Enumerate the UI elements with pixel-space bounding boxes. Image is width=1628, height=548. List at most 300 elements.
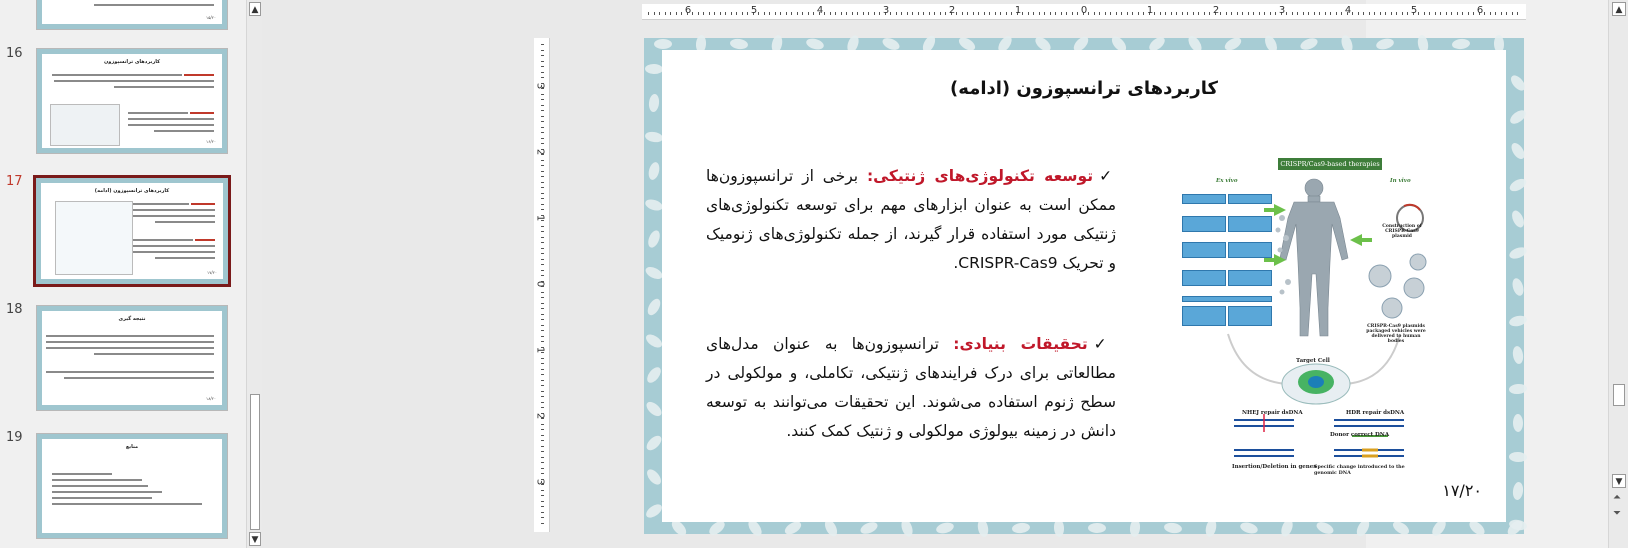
ruler-tick: [1424, 12, 1425, 15]
ruler-tick: [541, 61, 544, 62]
ruler-tick: [541, 138, 544, 139]
ruler-tick: [780, 12, 781, 15]
ruler-tick: [541, 275, 544, 276]
next-slide-icon[interactable]: ⏷: [1613, 508, 1621, 519]
leaf-pattern-icon: [1163, 522, 1182, 535]
ruler-tick: [541, 369, 544, 370]
ruler-tick: [541, 308, 544, 309]
ruler-tick: [1462, 12, 1463, 15]
ruler-tick: [808, 12, 809, 15]
ruler-tick: [541, 209, 544, 210]
ruler-tick: [541, 512, 544, 513]
ex-vivo-label: Ex vivo: [1216, 178, 1238, 184]
ruler-tick: [857, 12, 858, 15]
leaf-pattern-icon: [1452, 38, 1471, 50]
leaf-pattern-icon: [1239, 521, 1259, 536]
ruler-tick: [1385, 12, 1386, 15]
ruler-tick: [1336, 12, 1337, 15]
leaf-pattern-icon: [1508, 245, 1528, 261]
slide-canvas[interactable]: [644, 38, 1524, 534]
ruler-tick: [1061, 12, 1062, 15]
ruler-tick: [665, 12, 666, 15]
ruler-tick: [967, 12, 968, 15]
ruler-tick: [541, 127, 544, 128]
ruler-tick: [1380, 12, 1381, 15]
ruler-tick: [541, 132, 544, 133]
ruler-label: 1: [1014, 5, 1022, 16]
ruler-tick: [1341, 12, 1342, 15]
ruler-tick: [731, 12, 732, 15]
bullet-basic-research[interactable]: [706, 330, 1116, 446]
slide-thumbnail-16[interactable]: کاربردهای ترانسپوزون ۱۶/۲۰: [36, 48, 228, 154]
ruler-tick: [541, 110, 544, 111]
ruler-tick: [1044, 12, 1045, 15]
ruler-tick: [541, 506, 544, 507]
ruler-tick: [725, 12, 726, 15]
ruler-tick: [541, 44, 544, 45]
ruler-tick: [541, 116, 544, 117]
ruler-tick: [1319, 12, 1320, 15]
thumbnail-figure: [50, 104, 120, 146]
ruler-tick: [541, 253, 544, 254]
ruler-tick: [1451, 12, 1452, 15]
ruler-tick: [1160, 12, 1161, 15]
ruler-tick: [1275, 12, 1276, 15]
leaf-pattern-icon: [1511, 277, 1526, 297]
ruler-tick: [541, 407, 544, 408]
bullet-heading: تحقیقات بنیادی:: [953, 335, 1088, 353]
ruler-label: 4: [816, 5, 824, 16]
ruler-tick: [824, 12, 825, 15]
leaf-pattern-icon: [645, 365, 664, 385]
ruler-tick: [956, 12, 957, 15]
ruler-label: 2: [1212, 5, 1220, 16]
scroll-down-arrow-icon[interactable]: ▼: [249, 532, 261, 546]
leaf-pattern-icon: [1513, 414, 1523, 432]
leaf-pattern-icon: [1011, 522, 1030, 534]
leaf-pattern-icon: [646, 229, 662, 249]
ruler-tick: [1116, 12, 1117, 15]
ruler-tick: [1248, 12, 1249, 15]
ruler-tick: [1231, 12, 1232, 15]
ruler-tick: [868, 12, 869, 15]
donor-label: Donor correct DNA: [1330, 432, 1390, 438]
leaf-pattern-icon: [935, 521, 955, 535]
hdr-label: HDR repair dsDNA: [1346, 410, 1405, 416]
ruler-tick: [1121, 12, 1122, 15]
ruler-tick: [541, 171, 544, 172]
ruler-tick: [541, 435, 544, 436]
ruler-tick: [541, 462, 544, 463]
vertical-ruler[interactable]: [534, 38, 550, 532]
ruler-tick: [1000, 12, 1001, 15]
scrollbar-thumb[interactable]: [1613, 384, 1625, 406]
ruler-tick: [541, 319, 544, 320]
ruler-tick: [541, 468, 544, 469]
ruler-tick: [541, 303, 544, 304]
ruler-tick: [541, 429, 544, 430]
ruler-tick: [1022, 12, 1023, 15]
ruler-tick: [541, 248, 544, 249]
ruler-tick: [1429, 12, 1430, 15]
ruler-tick: [1490, 12, 1491, 15]
ruler-tick: [541, 259, 544, 260]
thumbnail-figure: [55, 201, 133, 275]
ruler-tick: [1512, 12, 1513, 15]
slide-thumbnail-18[interactable]: نتیجه گیری ۱۸/۲۰: [36, 305, 228, 411]
ruler-tick: [1006, 12, 1007, 15]
leaf-pattern-icon: [645, 64, 663, 75]
ruler-tick: [541, 314, 544, 315]
ruler-tick: [758, 12, 759, 15]
ruler-tick: [1050, 12, 1051, 15]
slide-number: ۱۷/۲۰: [1442, 481, 1482, 500]
scroll-down-arrow-icon[interactable]: ▼: [1612, 474, 1626, 488]
ruler-tick: [541, 517, 544, 518]
leaf-pattern-icon: [1375, 37, 1395, 51]
ruler-tick: [541, 473, 544, 474]
slide-content-area: [662, 50, 1506, 522]
ruler-tick: [541, 105, 544, 106]
ruler-tick: [995, 12, 996, 15]
ruler-tick: [945, 12, 946, 15]
bullet-genetic-technologies[interactable]: [706, 162, 1116, 278]
ruler-label: 3: [534, 82, 546, 90]
scrollbar-thumb[interactable]: [250, 394, 260, 530]
ruler-tick: [797, 12, 798, 15]
scroll-up-arrow-icon[interactable]: ▲: [249, 2, 261, 16]
ruler-tick: [1110, 12, 1111, 15]
ruler-tick: [1374, 12, 1375, 15]
slide-thumbnail-17[interactable]: کاربردهای ترانسپوزون (ادامه) ۱۷/۲۰: [33, 175, 231, 287]
ruler-tick: [1209, 12, 1210, 15]
ruler-tick: [541, 72, 544, 73]
ruler-tick: [1242, 12, 1243, 15]
leaf-pattern-icon: [729, 38, 748, 50]
target-cell-label: Target Cell: [1296, 358, 1330, 364]
ruler-tick: [934, 12, 935, 15]
ruler-tick: [676, 12, 677, 15]
ruler-tick: [1066, 12, 1067, 15]
ruler-tick: [541, 237, 544, 238]
ruler-tick: [654, 12, 655, 15]
ruler-tick: [764, 12, 765, 15]
ruler-tick: [1187, 12, 1188, 15]
dna-strand-icon: [1234, 420, 1404, 456]
ruler-tick: [541, 176, 544, 177]
ruler-tick: [714, 12, 715, 15]
ruler-tick: [541, 204, 544, 205]
ruler-label: 1: [534, 214, 546, 222]
ruler-tick: [1198, 12, 1199, 15]
ruler-label: 6: [1476, 5, 1484, 16]
ruler-tick: [541, 77, 544, 78]
ruler-tick: [681, 12, 682, 15]
ruler-tick: [907, 12, 908, 15]
slide-thumbnail-19[interactable]: [36, 433, 228, 539]
ruler-tick: [541, 523, 544, 524]
leaf-pattern-icon: [1512, 345, 1525, 364]
leaf-pattern-icon: [859, 520, 879, 536]
leaf-pattern-icon: [1508, 108, 1528, 127]
ruler-tick: [1088, 12, 1089, 15]
ruler-tick: [1391, 12, 1392, 15]
ruler-tick: [879, 12, 880, 15]
ruler-tick: [1099, 12, 1100, 15]
ruler-tick: [1286, 12, 1287, 15]
leaf-pattern-icon: [645, 297, 663, 318]
vesicle-icon: [1369, 254, 1426, 318]
ruler-tick: [841, 12, 842, 15]
checkmark-icon: ✓: [1093, 335, 1116, 353]
leaf-pattern-icon: [1509, 452, 1527, 463]
leaf-pattern-icon: [1088, 523, 1106, 533]
ruler-tick: [1259, 12, 1260, 15]
leaf-pattern-icon: [1508, 176, 1529, 193]
ruler-tick: [541, 242, 544, 243]
ruler-tick: [541, 94, 544, 95]
ruler-label: 6: [684, 5, 692, 16]
ruler-tick: [541, 292, 544, 293]
vesicles-label: CRISPR-Cas9 plasmids packaged vehicles were delivered to human bodies: [1366, 324, 1426, 344]
previous-slide-icon[interactable]: ⏶: [1613, 492, 1621, 503]
ruler-tick: [541, 490, 544, 491]
ruler-tick: [1303, 12, 1304, 15]
ruler-tick: [835, 12, 836, 15]
ruler-tick: [1308, 12, 1309, 15]
ruler-tick: [541, 391, 544, 392]
leaf-pattern-icon: [654, 39, 672, 49]
ruler-label: 2: [534, 412, 546, 420]
ruler-tick: [541, 182, 544, 183]
ruler-tick: [1495, 12, 1496, 15]
ruler-tick: [786, 12, 787, 15]
ruler-tick: [541, 440, 544, 441]
ruler-tick: [541, 341, 544, 342]
ruler-tick: [940, 12, 941, 15]
ruler-tick: [541, 358, 544, 359]
main-scrollbar[interactable]: [1608, 0, 1628, 548]
ruler-tick: [659, 12, 660, 15]
thumbnail-scrollbar[interactable]: [246, 0, 262, 548]
ruler-tick: [541, 424, 544, 425]
ruler-tick: [1132, 12, 1133, 15]
ruler-tick: [541, 165, 544, 166]
slide-thumbnail-15[interactable]: ۱۵/۲۰: [36, 0, 228, 30]
ruler-tick: [541, 187, 544, 188]
ruler-tick: [1457, 12, 1458, 15]
ruler-tick: [541, 385, 544, 386]
thumbnail-title: کاربردهای ترانسپوزون: [104, 59, 160, 65]
leaf-pattern-icon: [1508, 73, 1527, 93]
ruler-tick: [1330, 12, 1331, 15]
ruler-tick: [1165, 12, 1166, 15]
ruler-label: 2: [534, 148, 546, 156]
ruler-tick: [1369, 12, 1370, 15]
crispr-therapy-figure[interactable]: [1182, 158, 1426, 476]
ruler-tick: [973, 12, 974, 15]
ruler-tick: [962, 12, 963, 15]
ruler-tick: [541, 446, 544, 447]
plasmid-construction-label: Construction of CRISPR-Cas9 plasmid: [1382, 224, 1422, 239]
leaf-pattern-icon: [1509, 383, 1528, 395]
ruler-label: 0: [1080, 5, 1088, 16]
slide-editing-area[interactable]: [262, 0, 1623, 548]
ruler-tick: [802, 12, 803, 15]
ruler-tick: [901, 12, 902, 15]
ruler-tick: [1204, 12, 1205, 15]
ruler-label: 2: [948, 5, 956, 16]
thumbnail-title: کاربردهای ترانسپوزون (ادامه): [94, 188, 170, 194]
figure-illustration: [1182, 158, 1422, 476]
ruler-label: 3: [1278, 5, 1286, 16]
ruler-tick: [1127, 12, 1128, 15]
ruler-tick: [1473, 12, 1474, 15]
ruler-tick: [1237, 12, 1238, 15]
ruler-tick: [747, 12, 748, 15]
nhej-label: NHEJ repair dsDNA: [1242, 410, 1303, 416]
ruler-tick: [1253, 12, 1254, 15]
ruler-tick: [541, 325, 544, 326]
in-vivo-label: In vivo: [1390, 178, 1411, 184]
curved-arrow-icon: [1228, 334, 1286, 384]
ruler-tick: [541, 336, 544, 337]
ruler-tick: [742, 12, 743, 15]
ruler-tick: [541, 374, 544, 375]
ruler-tick: [1352, 12, 1353, 15]
ruler-tick: [989, 12, 990, 15]
ruler-tick: [541, 396, 544, 397]
ruler-tick: [791, 12, 792, 15]
ruler-tick: [1094, 12, 1095, 15]
ruler-tick: [1446, 12, 1447, 15]
ruler-tick: [1270, 12, 1271, 15]
leaf-pattern-icon: [648, 94, 660, 113]
leaf-pattern-icon: [644, 467, 663, 487]
ruler-tick: [1193, 12, 1194, 15]
ruler-tick: [890, 12, 891, 15]
ruler-tick: [978, 12, 979, 15]
ruler-tick: [1039, 12, 1040, 15]
ruler-tick: [1517, 12, 1518, 15]
ruler-tick: [1182, 12, 1183, 15]
ruler-tick: [1418, 12, 1419, 15]
slide-thumbnail-pane[interactable]: [0, 0, 262, 548]
ruler-tick: [1028, 12, 1029, 15]
ruler-tick: [648, 12, 649, 15]
ruler-tick: [541, 193, 544, 194]
checkmark-icon: ✓: [1099, 167, 1116, 185]
ruler-tick: [769, 12, 770, 15]
ruler-tick: [874, 12, 875, 15]
leaf-pattern-icon: [647, 161, 661, 181]
leaf-pattern-icon: [644, 131, 663, 144]
ruler-tick: [929, 12, 930, 15]
ruler-tick: [1072, 12, 1073, 15]
bullet-text: ترانسپوزون‌ها به عنوان مدل‌های مطالعاتی برای درک فرایندهای ژنتیکی، تکاملی، و مولکولی در سطح ژنوم استفاده می‌شوند. این تحقیقات می‌توانند به توسعه دانش در زمینه بیولوژی مولکولی و ژنتیک کمک کنند.: [706, 335, 1116, 440]
ruler-tick: [541, 198, 544, 199]
ruler-tick: [923, 12, 924, 15]
ruler-tick: [541, 121, 544, 122]
ruler-label: 5: [1410, 5, 1418, 16]
scroll-up-arrow-icon[interactable]: ▲: [1612, 2, 1626, 16]
ruler-tick: [541, 495, 544, 496]
ruler-tick: [541, 380, 544, 381]
ruler-tick: [692, 12, 693, 15]
ruler-tick: [1325, 12, 1326, 15]
leaf-pattern-icon: [1510, 209, 1527, 230]
ruler-tick: [541, 501, 544, 502]
ruler-label: 4: [1344, 5, 1352, 16]
ruler-tick: [541, 160, 544, 161]
ruler-tick: [1033, 12, 1034, 15]
ruler-tick: [775, 12, 776, 15]
ruler-tick: [541, 330, 544, 331]
ruler-tick: [1138, 12, 1139, 15]
ruler-label: 3: [882, 5, 890, 16]
ruler-tick: [1292, 12, 1293, 15]
slide-number-label: 19: [6, 430, 23, 445]
thumbnail-title: نتیجه گیری: [118, 316, 146, 322]
ruler-tick: [1011, 12, 1012, 15]
ruler-tick: [1055, 12, 1056, 15]
bullet-text: برخی از ترانسپوزون‌ها ممکن است به عنوان ابزارهای مهم برای توسعه تکنولوژی‌های ژنتیکی مورد استفاده قرار گیرند، از جمله تکنولوژی‌های ژنومیک و تحریک CRISPR-Cas9.: [706, 167, 1116, 272]
ruler-tick: [541, 226, 544, 227]
ruler-tick: [1143, 12, 1144, 15]
ruler-tick: [1484, 12, 1485, 15]
ruler-tick: [912, 12, 913, 15]
ruler-tick: [918, 12, 919, 15]
ruler-tick: [703, 12, 704, 15]
leaf-pattern-icon: [1509, 141, 1527, 162]
ruler-tick: [896, 12, 897, 15]
ruler-tick: [541, 451, 544, 452]
specific-change-label: Specific change introduced to the genomic DNA: [1314, 464, 1405, 476]
leaf-pattern-icon: [1508, 314, 1528, 328]
ruler-tick: [1358, 12, 1359, 15]
slide-title[interactable]: کاربردهای ترانسپوزون (ادامه): [950, 78, 1218, 99]
horizontal-ruler[interactable]: [642, 4, 1526, 20]
human-body-icon: [1280, 179, 1348, 336]
ruler-label: 3: [534, 478, 546, 486]
slide-number-label: 16: [6, 46, 23, 61]
ruler-tick: [1435, 12, 1436, 15]
ruler-tick: [984, 12, 985, 15]
ruler-tick: [1396, 12, 1397, 15]
leaf-pattern-icon: [1512, 481, 1524, 500]
slide-number-label: 17: [6, 174, 23, 189]
ruler-label: 1: [534, 346, 546, 354]
ruler-tick: [830, 12, 831, 15]
ruler-tick: [709, 12, 710, 15]
ruler-label: 1: [1146, 5, 1154, 16]
ruler-tick: [813, 12, 814, 15]
ruler-tick: [1077, 12, 1078, 15]
ruler-tick: [736, 12, 737, 15]
ruler-tick: [541, 270, 544, 271]
ruler-tick: [1176, 12, 1177, 15]
ruler-tick: [1501, 12, 1502, 15]
ruler-tick: [1407, 12, 1408, 15]
ruler-tick: [541, 264, 544, 265]
figure-banner: CRISPR/Cas9-based therapies: [1278, 158, 1382, 170]
ruler-tick: [1363, 12, 1364, 15]
ruler-tick: [1154, 12, 1155, 15]
ruler-tick: [1264, 12, 1265, 15]
ruler-tick: [541, 66, 544, 67]
leaf-pattern-icon: [1315, 520, 1336, 537]
ruler-tick: [1402, 12, 1403, 15]
